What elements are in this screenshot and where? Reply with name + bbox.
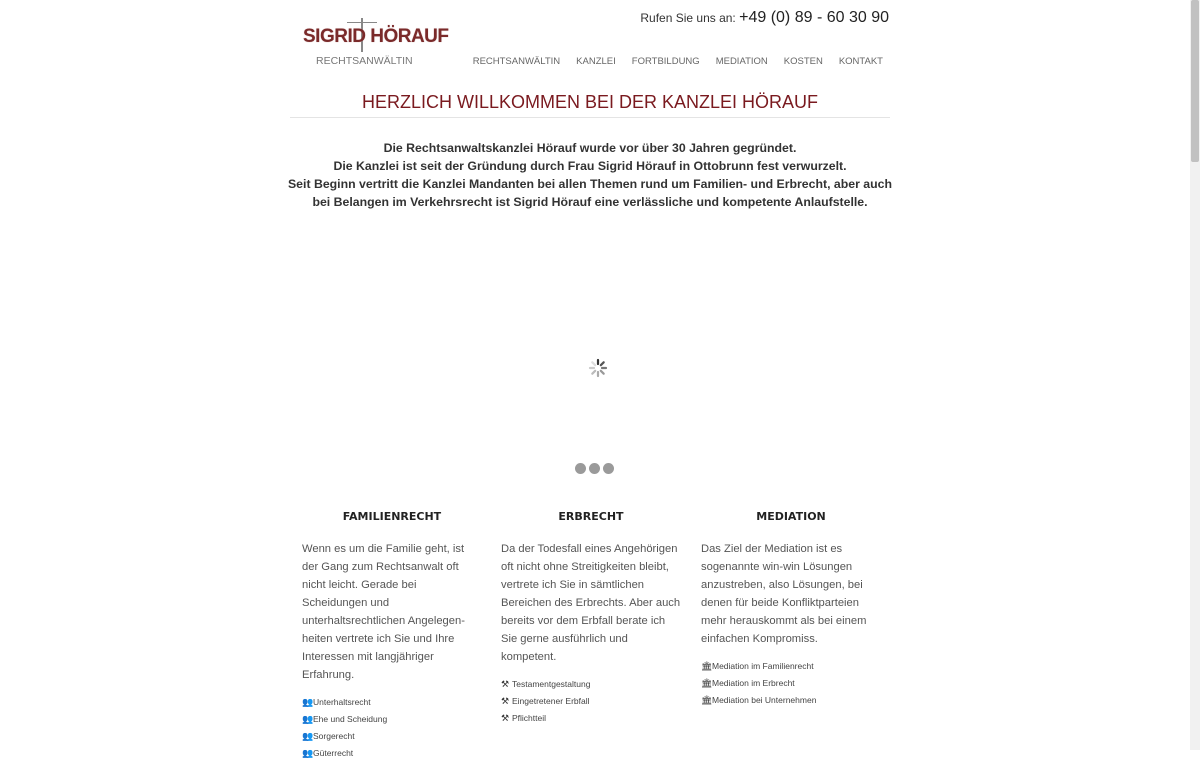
slider-dot[interactable] <box>603 463 614 474</box>
list-item-label: Güterrecht <box>313 748 354 758</box>
gavel-icon: ⚒ <box>501 713 510 723</box>
institution-icon: 🏛 <box>701 678 713 688</box>
nav-kontakt[interactable]: KONTAKT <box>838 56 883 67</box>
slider-pagination <box>575 463 614 474</box>
list-item[interactable] <box>701 675 881 692</box>
intro-line: Seit Beginn vertritt die Kanzlei Mandanten bei allen Themen rund um Familien- und Erbrecht, aber auch <box>287 177 892 191</box>
logo-name: SIGRID HÖRAUF <box>303 26 449 47</box>
list-item[interactable] <box>501 676 681 693</box>
nav-kanzlei[interactable]: KANZLEI <box>576 56 616 67</box>
loading-spinner-icon <box>588 358 608 378</box>
column-title: MEDIATION <box>756 510 826 523</box>
gavel-icon: ⚒ <box>501 696 510 706</box>
list-item[interactable] <box>701 692 881 709</box>
topic-list <box>701 658 881 709</box>
column-title: ERBRECHT <box>558 510 624 523</box>
list-item[interactable] <box>302 694 482 711</box>
topic-list <box>302 694 482 762</box>
intro-line: Die Kanzlei ist seit der Gründung durch Frau Sigrid Hörauf in Ottobrunn fest verwurzelt. <box>333 159 847 173</box>
list-item-label: Ehe und Scheidung <box>313 714 388 724</box>
phone-label: Rufen Sie uns an: <box>640 11 736 25</box>
list-item[interactable] <box>701 658 881 675</box>
column-text: Wenn es um die Familie geht, ist der Gang zum Rechtsanwalt oft nicht leicht. Gerade bei Scheidungen und unterhaltsrechtlichen Angelegen-heiten vertrete ich Sie und Ihre Interessen mit langjähriger Erfahrung. <box>302 543 465 681</box>
institution-icon: 🏛 <box>701 695 713 705</box>
column-text: Das Ziel der Mediation ist es sogenannte win-win Lösungen anzustreben, also Lösungen, bei denen für beide Konfliktparteien mehr herauskommt als bei einem einfachen Kompromiss. <box>701 543 867 645</box>
nav-mediation[interactable]: MEDIATION <box>715 56 768 67</box>
main-nav <box>473 56 883 67</box>
slider-dot[interactable] <box>589 463 600 474</box>
list-item-label: Mediation bei Unternehmen <box>712 695 817 705</box>
slider-dot[interactable] <box>575 463 586 474</box>
column-mediation <box>701 510 881 709</box>
intro-line: bei Belangen im Verkehrsrecht ist Sigrid Hörauf eine verlässliche und kompetente Anlaufstelle. <box>312 195 868 209</box>
scrollbar[interactable] <box>1190 0 1200 750</box>
phone-number[interactable]: +49 (0) 89 - 60 30 90 <box>739 9 889 26</box>
list-item[interactable] <box>302 711 482 728</box>
column-title: FAMILIENRECHT <box>342 510 442 523</box>
nav-fortbildung[interactable]: FORTBILDUNG <box>631 56 700 67</box>
institution-icon: 🏛 <box>701 661 713 671</box>
list-item-label: Pflichtteil <box>512 713 547 723</box>
users-icon: 👥 <box>302 731 314 741</box>
column-erbrecht <box>501 510 681 727</box>
column-text: Da der Todesfall eines Angehörigen oft nicht ohne Streitigkeiten bleibt, vertrete ich Sie in sämtlichen Bereichen des Erbrechts. Aber auch bereits vor dem Erbfall berate ich Sie gerne ausführlich und kompetent. <box>501 543 681 663</box>
logo[interactable] <box>303 16 449 70</box>
page-title: HERZLICH WILLKOMMEN BEI DER KANZLEI HÖRAUF <box>361 92 819 112</box>
list-item[interactable] <box>302 728 482 745</box>
list-item-label: Testamentgestaltung <box>512 679 591 689</box>
users-icon: 👥 <box>302 748 314 758</box>
list-item-label: Sorgerecht <box>313 731 355 741</box>
gavel-icon: ⚒ <box>501 679 510 689</box>
nav-kosten[interactable]: KOSTEN <box>783 56 823 67</box>
logo-subtitle: RECHTSANWÄLTIN <box>316 55 413 67</box>
list-item-label: Mediation im Erbrecht <box>712 678 795 688</box>
list-item[interactable] <box>302 745 482 762</box>
list-item[interactable] <box>501 693 681 710</box>
users-icon: 👥 <box>302 697 314 707</box>
phone-info <box>640 9 889 27</box>
divider <box>290 117 890 118</box>
column-familienrecht <box>302 510 482 762</box>
intro-line: Die Rechtsanwaltskanzlei Hörauf wurde vor über 30 Jahren gegründet. <box>383 141 797 155</box>
topic-list <box>501 676 681 727</box>
users-icon: 👥 <box>302 714 314 724</box>
list-item-label: Unterhaltsrecht <box>313 697 371 707</box>
intro-text <box>280 139 900 211</box>
nav-rechtsanwaeltin[interactable]: RECHTSANWÄLTIN <box>472 56 561 67</box>
list-item[interactable] <box>501 710 681 727</box>
list-item-label: Mediation im Familienrecht <box>712 661 814 671</box>
scrollbar-thumb[interactable] <box>1191 0 1199 162</box>
list-item-label: Eingetretener Erbfall <box>512 696 590 706</box>
